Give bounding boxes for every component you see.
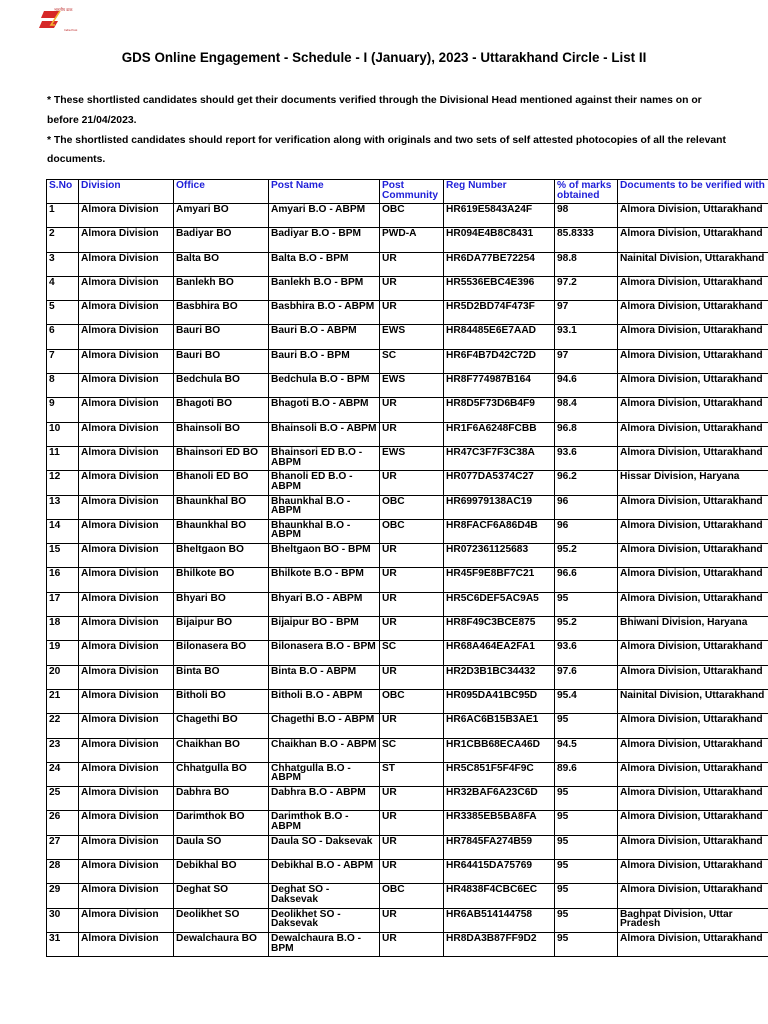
table-row [47, 422, 768, 446]
community-cell: PWD-A [380, 228, 444, 252]
verify-division-cell: Almora Division, Uttarakhand [618, 544, 768, 568]
sno-cell: 29 [47, 884, 79, 908]
sno-cell: 2 [47, 228, 79, 252]
office-cell: Deghat SO [174, 884, 269, 908]
community-cell: SC [380, 349, 444, 373]
verify-division-cell: Baghpat Division, Uttar Pradesh [618, 908, 768, 932]
table-row [47, 689, 768, 713]
marks-cell: 95 [555, 714, 618, 738]
office-cell: Chhatgulla BO [174, 762, 269, 786]
marks-cell: 94.6 [555, 374, 618, 398]
reg-number-cell: HR6F4B7D42C72D [444, 349, 555, 373]
post-name-cell: Bauri B.O - ABPM [269, 325, 380, 349]
verify-division-cell: Almora Division, Uttarakhand [618, 592, 768, 616]
verify-division-cell: Almora Division, Uttarakhand [618, 835, 768, 859]
india-post-logo [38, 6, 112, 36]
post-name-cell: Bhaunkhal B.O - ABPM [269, 519, 380, 543]
post-name-cell: Basbhira B.O - ABPM [269, 301, 380, 325]
post-name-cell: Badiyar B.O - BPM [269, 228, 380, 252]
community-cell: UR [380, 301, 444, 325]
verify-division-cell: Almora Division, Uttarakhand [618, 301, 768, 325]
division-cell: Almora Division [79, 349, 174, 373]
marks-cell: 96.2 [555, 471, 618, 495]
table-row [47, 592, 768, 616]
sno-cell: 30 [47, 908, 79, 932]
post-name-cell: Bheltgaon BO - BPM [269, 544, 380, 568]
post-name-cell: Bhilkote B.O - BPM [269, 568, 380, 592]
sno-cell: 6 [47, 325, 79, 349]
division-cell: Almora Division [79, 835, 174, 859]
verify-division-cell: Almora Division, Uttarakhand [618, 276, 768, 300]
sno-cell: 28 [47, 860, 79, 884]
post-name-cell: Deolikhet SO - Daksevak [269, 908, 380, 932]
reg-number-cell: HR8D5F73D6B4F9 [444, 398, 555, 422]
office-cell: Bhaunkhal BO [174, 519, 269, 543]
sno-cell: 10 [47, 422, 79, 446]
community-cell: UR [380, 787, 444, 811]
instruction-note-2: * The shortlisted candidates should report for verification along with originals and two sets of self attested photocopies of all the relevant documents. [47, 134, 726, 166]
instructions [47, 91, 727, 170]
verify-division-cell: Almora Division, Uttarakhand [618, 519, 768, 543]
office-cell: Daula SO [174, 835, 269, 859]
table-body [47, 204, 768, 957]
community-cell: OBC [380, 519, 444, 543]
community-cell: OBC [380, 495, 444, 519]
verify-division-cell: Almora Division, Uttarakhand [618, 568, 768, 592]
table-row [47, 204, 768, 228]
division-cell: Almora Division [79, 762, 174, 786]
instruction-note-1: * These shortlisted candidates should get their documents verified through the Divisional Head mentioned against their names on or before 21/04/2023. [47, 95, 702, 126]
column-header-documents-verified-with: Documents to be verified with [618, 180, 768, 204]
sno-cell: 17 [47, 592, 79, 616]
division-cell: Almora Division [79, 495, 174, 519]
marks-cell: 96 [555, 495, 618, 519]
table-row [47, 228, 768, 252]
division-cell: Almora Division [79, 544, 174, 568]
office-cell: Amyari BO [174, 204, 269, 228]
reg-number-cell: HR1F6A6248FCBB [444, 422, 555, 446]
reg-number-cell: HR1CBB68ECA46D [444, 738, 555, 762]
division-cell: Almora Division [79, 860, 174, 884]
verify-division-cell: Almora Division, Uttarakhand [618, 860, 768, 884]
reg-number-cell: HR8DA3B87FF9D2 [444, 932, 555, 956]
reg-number-cell: HR619E5843A24F [444, 204, 555, 228]
post-name-cell: Bauri B.O - BPM [269, 349, 380, 373]
verify-division-cell: Almora Division, Uttarakhand [618, 738, 768, 762]
post-name-cell: Chagethi B.O - ABPM [269, 714, 380, 738]
page-title: GDS Online Engagement - Schedule - I (January), 2023 - Uttarakhand Circle - List II [121, 50, 647, 65]
reg-number-cell: HR64415DA75769 [444, 860, 555, 884]
marks-cell: 93.6 [555, 641, 618, 665]
verify-division-cell: Bhiwani Division, Haryana [618, 617, 768, 641]
sno-cell: 22 [47, 714, 79, 738]
community-cell: EWS [380, 446, 444, 470]
post-name-cell: Amyari B.O - ABPM [269, 204, 380, 228]
shortlisted-candidates-table [46, 179, 768, 957]
marks-cell: 98.4 [555, 398, 618, 422]
column-header-post-community: Post Community [380, 180, 444, 204]
table-row [47, 276, 768, 300]
reg-number-cell: HR3385EB5BA8FA [444, 811, 555, 835]
verify-division-cell: Almora Division, Uttarakhand [618, 325, 768, 349]
marks-cell: 95 [555, 592, 618, 616]
division-cell: Almora Division [79, 617, 174, 641]
sno-cell: 1 [47, 204, 79, 228]
column-header-marks: % of marks obtained [555, 180, 618, 204]
office-cell: Bilonasera BO [174, 641, 269, 665]
reg-number-cell: HR32BAF6A23C6D [444, 787, 555, 811]
office-cell: Chaikhan BO [174, 738, 269, 762]
table-row [47, 860, 768, 884]
marks-cell: 95 [555, 787, 618, 811]
verify-division-cell: Almora Division, Uttarakhand [618, 762, 768, 786]
office-cell: Bhilkote BO [174, 568, 269, 592]
division-cell: Almora Division [79, 446, 174, 470]
verify-division-cell: Nainital Division, Uttarakhand [618, 252, 768, 276]
sno-cell: 23 [47, 738, 79, 762]
verify-division-cell: Almora Division, Uttarakhand [618, 787, 768, 811]
office-cell: Chagethi BO [174, 714, 269, 738]
table-row [47, 471, 768, 495]
office-cell: Binta BO [174, 665, 269, 689]
verify-division-cell: Almora Division, Uttarakhand [618, 884, 768, 908]
sno-cell: 3 [47, 252, 79, 276]
verify-division-cell: Almora Division, Uttarakhand [618, 228, 768, 252]
table-row [47, 932, 768, 956]
table-row [47, 495, 768, 519]
table-row [47, 884, 768, 908]
community-cell: ST [380, 762, 444, 786]
office-cell: Banlekh BO [174, 276, 269, 300]
community-cell: OBC [380, 204, 444, 228]
office-cell: Darimthok BO [174, 811, 269, 835]
reg-number-cell: HR8F774987B164 [444, 374, 555, 398]
verify-division-cell: Almora Division, Uttarakhand [618, 204, 768, 228]
table-row [47, 835, 768, 859]
sno-cell: 12 [47, 471, 79, 495]
division-cell: Almora Division [79, 301, 174, 325]
community-cell: UR [380, 714, 444, 738]
community-cell: UR [380, 568, 444, 592]
division-cell: Almora Division [79, 787, 174, 811]
office-cell: Deolikhet SO [174, 908, 269, 932]
community-cell: UR [380, 544, 444, 568]
sno-cell: 26 [47, 811, 79, 835]
division-cell: Almora Division [79, 932, 174, 956]
division-cell: Almora Division [79, 252, 174, 276]
reg-number-cell: HR5C851F5F4F9C [444, 762, 555, 786]
reg-number-cell: HR8F49C3BCE875 [444, 617, 555, 641]
office-cell: Bhagoti BO [174, 398, 269, 422]
division-cell: Almora Division [79, 641, 174, 665]
post-name-cell: Bijaipur BO - BPM [269, 617, 380, 641]
sno-cell: 18 [47, 617, 79, 641]
marks-cell: 97 [555, 301, 618, 325]
table-row [47, 349, 768, 373]
verify-division-cell: Almora Division, Uttarakhand [618, 641, 768, 665]
marks-cell: 95 [555, 908, 618, 932]
sno-cell: 19 [47, 641, 79, 665]
sno-cell: 14 [47, 519, 79, 543]
marks-cell: 95 [555, 860, 618, 884]
office-cell: Bheltgaon BO [174, 544, 269, 568]
sno-cell: 8 [47, 374, 79, 398]
community-cell: SC [380, 641, 444, 665]
reg-number-cell: HR5D2BD74F473F [444, 301, 555, 325]
division-cell: Almora Division [79, 422, 174, 446]
marks-cell: 97.2 [555, 276, 618, 300]
marks-cell: 97.6 [555, 665, 618, 689]
post-name-cell: Banlekh B.O - BPM [269, 276, 380, 300]
table-row [47, 738, 768, 762]
reg-number-cell: HR6AB514144758 [444, 908, 555, 932]
table-row [47, 398, 768, 422]
sno-cell: 15 [47, 544, 79, 568]
reg-number-cell: HR7845FA274B59 [444, 835, 555, 859]
community-cell: EWS [380, 374, 444, 398]
logo-text-hindi: भारतीय डाक [54, 7, 73, 12]
reg-number-cell: HR2D3B1BC34432 [444, 665, 555, 689]
sno-cell: 13 [47, 495, 79, 519]
table-row [47, 544, 768, 568]
community-cell: UR [380, 665, 444, 689]
community-cell: UR [380, 932, 444, 956]
office-cell: Bhainsoli BO [174, 422, 269, 446]
division-cell: Almora Division [79, 592, 174, 616]
office-cell: Bauri BO [174, 325, 269, 349]
sno-cell: 5 [47, 301, 79, 325]
table-row [47, 519, 768, 543]
column-header-reg-number: Reg Number [444, 180, 555, 204]
community-cell: UR [380, 398, 444, 422]
post-name-cell: Bhagoti B.O - ABPM [269, 398, 380, 422]
office-cell: Bhyari BO [174, 592, 269, 616]
division-cell: Almora Division [79, 884, 174, 908]
post-name-cell: Balta B.O - BPM [269, 252, 380, 276]
sno-cell: 21 [47, 689, 79, 713]
reg-number-cell: HR077DA5374C27 [444, 471, 555, 495]
table-row [47, 252, 768, 276]
sno-cell: 31 [47, 932, 79, 956]
sno-cell: 24 [47, 762, 79, 786]
division-cell: Almora Division [79, 204, 174, 228]
post-name-cell: Darimthok B.O - ABPM [269, 811, 380, 835]
post-name-cell: Chhatgulla B.O - ABPM [269, 762, 380, 786]
marks-cell: 95 [555, 932, 618, 956]
post-name-cell: Bhyari B.O - ABPM [269, 592, 380, 616]
community-cell: UR [380, 471, 444, 495]
sno-cell: 20 [47, 665, 79, 689]
post-name-cell: Dabhra B.O - ABPM [269, 787, 380, 811]
marks-cell: 95.2 [555, 617, 618, 641]
marks-cell: 96 [555, 519, 618, 543]
sno-cell: 9 [47, 398, 79, 422]
marks-cell: 95 [555, 884, 618, 908]
community-cell: OBC [380, 689, 444, 713]
community-cell: UR [380, 592, 444, 616]
office-cell: Bauri BO [174, 349, 269, 373]
table-header-row [47, 180, 768, 204]
community-cell: UR [380, 276, 444, 300]
community-cell: UR [380, 617, 444, 641]
marks-cell: 93.6 [555, 446, 618, 470]
post-name-cell: Dewalchaura B.O - BPM [269, 932, 380, 956]
post-name-cell: Binta B.O - ABPM [269, 665, 380, 689]
column-header-office: Office [174, 180, 269, 204]
verify-division-cell: Almora Division, Uttarakhand [618, 665, 768, 689]
table-row [47, 446, 768, 470]
sno-cell: 25 [47, 787, 79, 811]
division-cell: Almora Division [79, 398, 174, 422]
reg-number-cell: HR45F9E8BF7C21 [444, 568, 555, 592]
division-cell: Almora Division [79, 568, 174, 592]
office-cell: Badiyar BO [174, 228, 269, 252]
post-name-cell: Chaikhan B.O - ABPM [269, 738, 380, 762]
division-cell: Almora Division [79, 738, 174, 762]
marks-cell: 94.5 [555, 738, 618, 762]
reg-number-cell: HR094E4B8C8431 [444, 228, 555, 252]
division-cell: Almora Division [79, 471, 174, 495]
sno-cell: 11 [47, 446, 79, 470]
verify-division-cell: Almora Division, Uttarakhand [618, 374, 768, 398]
office-cell: Dewalchaura BO [174, 932, 269, 956]
division-cell: Almora Division [79, 908, 174, 932]
division-cell: Almora Division [79, 325, 174, 349]
office-cell: Debikhal BO [174, 860, 269, 884]
reg-number-cell: HR4838F4CBC6EC [444, 884, 555, 908]
table-row [47, 641, 768, 665]
verify-division-cell: Almora Division, Uttarakhand [618, 495, 768, 519]
post-name-cell: Debikhal B.O - ABPM [269, 860, 380, 884]
post-name-cell: Daula SO - Daksevak [269, 835, 380, 859]
community-cell: UR [380, 811, 444, 835]
division-cell: Almora Division [79, 811, 174, 835]
marks-cell: 85.8333 [555, 228, 618, 252]
reg-number-cell: HR8FACF6A86D4B [444, 519, 555, 543]
office-cell: Bhaunkhal BO [174, 495, 269, 519]
community-cell: SC [380, 738, 444, 762]
verify-division-cell: Almora Division, Uttarakhand [618, 932, 768, 956]
column-header-post-name: Post Name [269, 180, 380, 204]
marks-cell: 96.6 [555, 568, 618, 592]
reg-number-cell: HR095DA41BC95D [444, 689, 555, 713]
table-row [47, 301, 768, 325]
reg-number-cell: HR68A464EA2FA1 [444, 641, 555, 665]
marks-cell: 93.1 [555, 325, 618, 349]
table-row [47, 325, 768, 349]
marks-cell: 89.6 [555, 762, 618, 786]
division-cell: Almora Division [79, 714, 174, 738]
table-row [47, 374, 768, 398]
column-header-division: Division [79, 180, 174, 204]
office-cell: Bedchula BO [174, 374, 269, 398]
division-cell: Almora Division [79, 228, 174, 252]
community-cell: UR [380, 835, 444, 859]
office-cell: Bitholi BO [174, 689, 269, 713]
marks-cell: 95.4 [555, 689, 618, 713]
post-name-cell: Bhanoli ED B.O - ABPM [269, 471, 380, 495]
division-cell: Almora Division [79, 689, 174, 713]
community-cell: EWS [380, 325, 444, 349]
sno-cell: 7 [47, 349, 79, 373]
marks-cell: 98.8 [555, 252, 618, 276]
sno-cell: 16 [47, 568, 79, 592]
column-header-sno: S.No [47, 180, 79, 204]
logo-text-english: India Post [64, 28, 78, 32]
community-cell: UR [380, 422, 444, 446]
office-cell: Basbhira BO [174, 301, 269, 325]
verify-division-cell: Almora Division, Uttarakhand [618, 422, 768, 446]
marks-cell: 95.2 [555, 544, 618, 568]
reg-number-cell: HR5536EBC4E396 [444, 276, 555, 300]
office-cell: Bhanoli ED BO [174, 471, 269, 495]
post-name-cell: Bhainsoli B.O - ABPM [269, 422, 380, 446]
marks-cell: 96.8 [555, 422, 618, 446]
table-row [47, 762, 768, 786]
community-cell: UR [380, 252, 444, 276]
reg-number-cell: HR69979138AC19 [444, 495, 555, 519]
marks-cell: 98 [555, 204, 618, 228]
reg-number-cell: HR84485E6E7AAD [444, 325, 555, 349]
reg-number-cell: HR47C3F7F3C38A [444, 446, 555, 470]
community-cell: OBC [380, 884, 444, 908]
post-name-cell: Bilonasera B.O - BPM [269, 641, 380, 665]
sno-cell: 4 [47, 276, 79, 300]
division-cell: Almora Division [79, 374, 174, 398]
verify-division-cell: Hissar Division, Haryana [618, 471, 768, 495]
reg-number-cell: HR5C6DEF5AC9A5 [444, 592, 555, 616]
office-cell: Bijaipur BO [174, 617, 269, 641]
verify-division-cell: Nainital Division, Uttarakhand [618, 689, 768, 713]
reg-number-cell: HR6DA77BE72254 [444, 252, 555, 276]
reg-number-cell: HR072361125683 [444, 544, 555, 568]
table-row [47, 665, 768, 689]
office-cell: Balta BO [174, 252, 269, 276]
table-row [47, 568, 768, 592]
verify-division-cell: Almora Division, Uttarakhand [618, 398, 768, 422]
division-cell: Almora Division [79, 519, 174, 543]
verify-division-cell: Almora Division, Uttarakhand [618, 811, 768, 835]
marks-cell: 95 [555, 811, 618, 835]
office-cell: Bhainsori ED BO [174, 446, 269, 470]
community-cell: UR [380, 908, 444, 932]
post-name-cell: Bedchula B.O - BPM [269, 374, 380, 398]
table-row [47, 787, 768, 811]
marks-cell: 97 [555, 349, 618, 373]
marks-cell: 95 [555, 835, 618, 859]
verify-division-cell: Almora Division, Uttarakhand [618, 446, 768, 470]
table-row [47, 811, 768, 835]
post-name-cell: Deghat SO - Daksevak [269, 884, 380, 908]
reg-number-cell: HR6AC6B15B3AE1 [444, 714, 555, 738]
division-cell: Almora Division [79, 276, 174, 300]
table-row [47, 617, 768, 641]
verify-division-cell: Almora Division, Uttarakhand [618, 349, 768, 373]
table-row [47, 714, 768, 738]
post-name-cell: Bhainsori ED B.O - ABPM [269, 446, 380, 470]
post-name-cell: Bhaunkhal B.O - ABPM [269, 495, 380, 519]
post-name-cell: Bitholi B.O - ABPM [269, 689, 380, 713]
community-cell: UR [380, 860, 444, 884]
office-cell: Dabhra BO [174, 787, 269, 811]
verify-division-cell: Almora Division, Uttarakhand [618, 714, 768, 738]
table-row [47, 908, 768, 932]
sno-cell: 27 [47, 835, 79, 859]
division-cell: Almora Division [79, 665, 174, 689]
